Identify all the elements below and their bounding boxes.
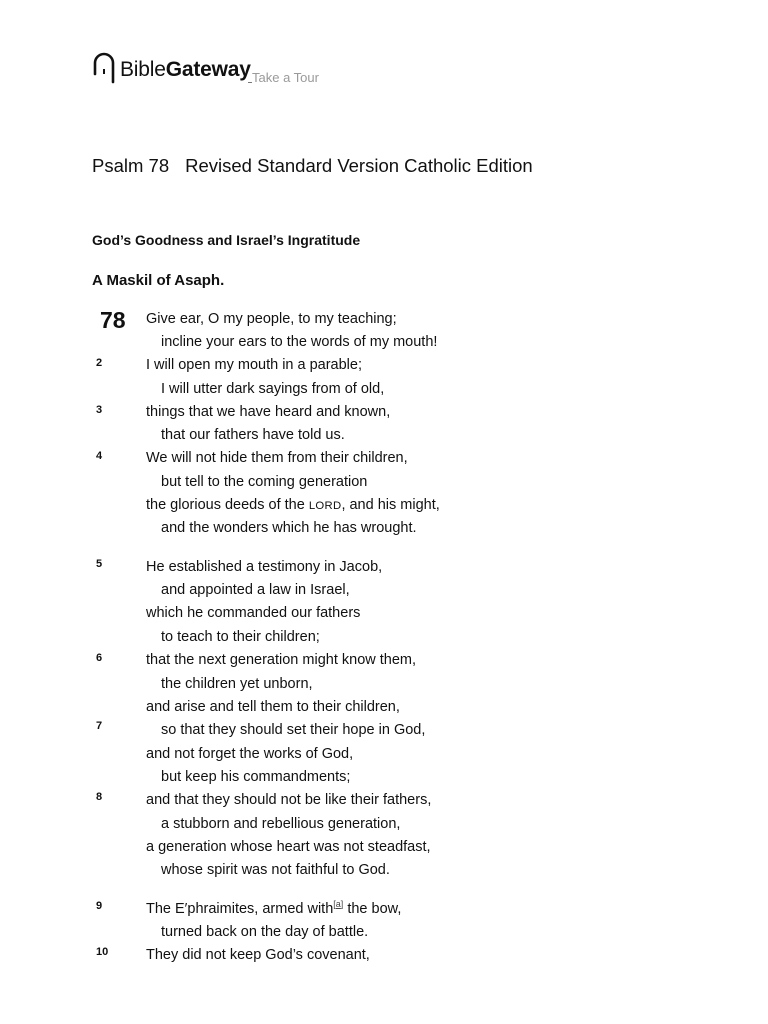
verse-line: that the next generation might know them,	[146, 652, 417, 668]
biblegateway-logo-icon	[92, 52, 118, 84]
biblegateway-logo[interactable]	[92, 52, 251, 84]
verse-number: 10	[96, 946, 109, 958]
verse-line: but keep his commandments;	[161, 769, 351, 785]
footnote-marker[interactable]: [a]	[333, 899, 344, 910]
logo-text	[120, 58, 251, 82]
verse-line: turned back on the day of battle.	[161, 924, 369, 940]
verse-line: I will utter dark sayings from of old,	[161, 381, 385, 397]
verse-text: The E′phraimites, armed with	[146, 901, 334, 917]
verse-line: a stubborn and rebellious generation,	[161, 816, 401, 832]
verse-line: which he commanded our fathers	[146, 605, 361, 621]
verse-line: a generation whose heart was not steadfast,	[146, 839, 431, 855]
verse-text: the glorious deeds of the	[146, 497, 309, 513]
verse-line: incline your ears to the words of my mouth!	[161, 334, 438, 350]
verse-line: that our fathers have told us.	[161, 427, 345, 443]
verse-line: Give ear, O my people, to my teaching;	[146, 311, 397, 327]
verse-line: and the wonders which he has wrought.	[161, 520, 417, 536]
footnote-link[interactable]: a	[335, 899, 341, 910]
chapter-number: 78	[100, 307, 126, 333]
take-a-tour-link[interactable]: Take a Tour	[252, 70, 319, 85]
verse-number: 5	[96, 558, 103, 570]
passage-title	[92, 154, 533, 178]
verse-line: the children yet unborn,	[161, 676, 313, 692]
verse-line	[146, 495, 440, 516]
verse-line: I will open my mouth in a parable;	[146, 357, 362, 373]
verse-text: , and his might,	[341, 497, 440, 513]
logo-text-bible: Bible	[120, 58, 166, 81]
logo-text-gateway: Gateway	[165, 58, 251, 81]
psalm-title: A Maskil of Asaph.	[92, 272, 225, 289]
verse-number: 8	[96, 791, 103, 803]
verse-number: 6	[96, 652, 103, 664]
verse-line: so that they should set their hope in God,	[161, 722, 426, 738]
version-name: Revised Standard Version Catholic Edition	[185, 155, 533, 176]
divine-name-lord: LORD	[308, 500, 342, 512]
verse-text: the bow,	[343, 901, 402, 917]
verse-number: 3	[96, 404, 103, 416]
verse-number: 2	[96, 357, 103, 369]
verse-line: and not forget the works of God,	[146, 746, 354, 762]
verse-line: They did not keep God’s covenant,	[146, 947, 370, 963]
verse-line: and that they should not be like their fathers,	[146, 792, 432, 808]
verse-number: 7	[96, 720, 103, 732]
verse-line: to teach to their children;	[161, 629, 320, 645]
verse-line: things that we have heard and known,	[146, 404, 391, 420]
verse-line: and arise and tell them to their children,	[146, 699, 400, 715]
verse-line: and appointed a law in Israel,	[161, 582, 350, 598]
verse-number: 9	[96, 900, 103, 912]
verse-line: He established a testimony in Jacob,	[146, 559, 383, 575]
section-heading: God’s Goodness and Israel’s Ingratitude	[92, 232, 361, 248]
verse-number: 4	[96, 450, 103, 462]
verse-line	[146, 899, 401, 919]
verse-line: We will not hide them from their children,	[146, 450, 408, 466]
book-chapter: Psalm 78	[92, 155, 170, 176]
verse-line: but tell to the coming generation	[161, 474, 368, 490]
verse-line: whose spirit was not faithful to God.	[161, 862, 390, 878]
